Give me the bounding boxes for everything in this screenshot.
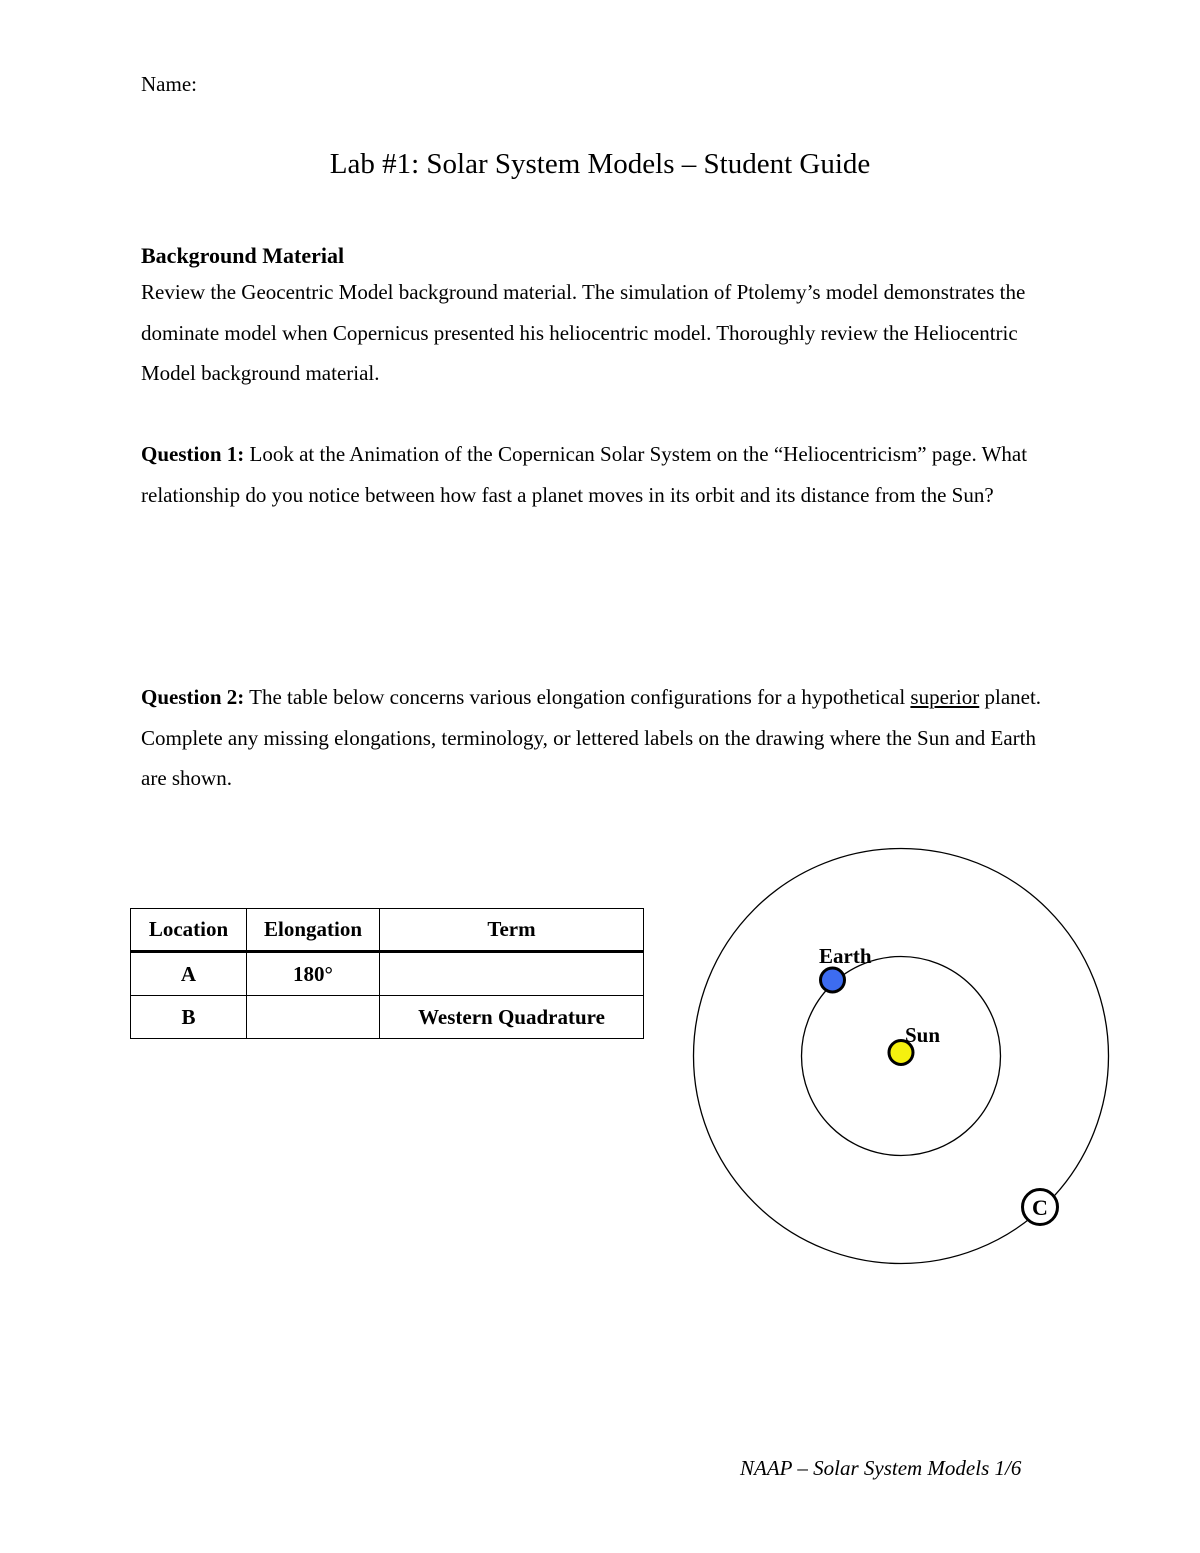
cell-term[interactable]: Western Quadrature xyxy=(380,996,644,1039)
question-2-label: Question 2: xyxy=(141,685,245,709)
cell-elongation[interactable]: 180° xyxy=(247,952,380,996)
orbit-diagram xyxy=(680,835,1120,1275)
header-location: Location xyxy=(131,909,247,952)
elongation-table xyxy=(130,908,644,1039)
question-1-text: Look at the Animation of the Copernican Solar System on the “Heliocentricism” page. What relationship do you notice between how fast a planet moves in its orbit and its distance from the Sun? xyxy=(141,442,1028,507)
name-field-label: Name: xyxy=(141,72,197,96)
cell-elongation[interactable] xyxy=(247,996,380,1039)
sun-label: Sun xyxy=(905,1023,941,1047)
question-1-label: Question 1: xyxy=(141,442,245,466)
question-2-underlined-word: superior xyxy=(910,685,980,709)
background-heading: Background Material xyxy=(141,243,345,268)
background-paragraph: Review the Geocentric Model background material. The simulation of Ptolemy’s model demonstrates the dominate model when Copernicus presented his heliocentric model. Thoroughly review the Heliocentric Model background material. xyxy=(141,280,1026,385)
page-title: Lab #1: Solar System Models – Student Guide xyxy=(329,148,871,180)
question-1 xyxy=(141,434,1061,515)
earth-label: Earth xyxy=(819,944,872,968)
table-row xyxy=(131,996,644,1039)
cell-location: A xyxy=(131,952,247,996)
cell-location: B xyxy=(131,996,247,1039)
question-2-text-before: The table below concerns various elongation configurations for a hypothetical xyxy=(244,685,911,709)
page-footer: NAAP – Solar System Models 1/6 xyxy=(740,1456,1022,1480)
header-term: Term xyxy=(380,909,644,952)
table-row xyxy=(131,952,644,996)
question-2 xyxy=(141,677,1061,799)
table-header-row xyxy=(131,909,644,952)
planet-c-label: C xyxy=(1032,1195,1048,1220)
earth-planet xyxy=(821,968,845,992)
cell-term[interactable] xyxy=(380,952,644,996)
question-2-text-after: planet. Complete any missing elongations, terminology, or lettered labels on the drawing where the Sun and Earth are shown. xyxy=(141,685,1042,790)
header-elongation: Elongation xyxy=(247,909,380,952)
